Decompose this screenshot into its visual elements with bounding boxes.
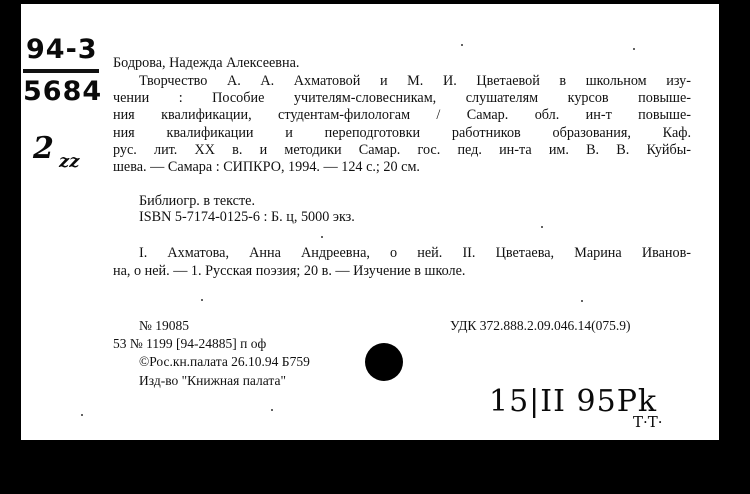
speck (81, 414, 83, 416)
punch-hole (365, 343, 403, 381)
handwritten-mark-suffix: zz (59, 151, 80, 172)
speck (201, 299, 203, 301)
title-line: ния квалификации и переподготовки работников образования, Каф. (113, 124, 691, 141)
isbn-line: ISBN 5-7174-0125-6 : Б. ц, 5000 экз. (139, 209, 355, 225)
registration-number: 53 № 1199 [94-24885] п оф (113, 336, 267, 351)
tracing-line: на, о ней. — 1. Русская поэзия; 20 в. — Изучение в школе. (113, 262, 466, 279)
subject-tracings (113, 245, 691, 280)
speck (321, 236, 323, 238)
shelf-mark: 15|II 95Pk (489, 384, 658, 419)
speck (271, 409, 273, 411)
speck (581, 300, 583, 302)
title-line: рус. лит. XX в. и методики Самар. гос. пед. ин-та им. В. В. Куйбы- (113, 141, 691, 158)
tracing-line: I. Ахматова, Анна Андреевна, о ней. II. Цветаева, Марина Иванов- (139, 245, 691, 261)
call-number-top: 94-3 (26, 34, 98, 65)
speck (633, 48, 635, 50)
handwritten-initials: T·T· (633, 413, 663, 431)
call-number-divider (23, 69, 99, 73)
call-number-bottom: 5684 (23, 76, 103, 107)
speck (461, 44, 463, 46)
publisher-line: Изд-во "Книжная палата" (139, 373, 286, 388)
author-heading: Бодрова, Надежда Алексеевна. (113, 55, 300, 71)
udk-code: УДК 372.888.2.09.046.14(075.9) (450, 318, 631, 333)
speck (541, 226, 543, 228)
title-line: Творчество А. А. Ахматовой и М. И. Цветаевой в школьном изу- (139, 73, 691, 89)
record-number: № 19085 (139, 318, 190, 333)
title-line: ния квалификации, студентам-филологам / Самар. обл. ин-т повыше- (113, 107, 691, 124)
bibliography-note: Библиогр. в тексте. (139, 193, 256, 209)
title-description (113, 73, 691, 176)
book-chamber-line: ©Рос.кн.палата 26.10.94 Б759 (139, 354, 310, 369)
handwritten-mark: 2 (33, 131, 54, 166)
title-line: чении : Пособие учителям-словесникам, слушателям курсов повыше- (113, 90, 691, 107)
catalog-card (21, 4, 719, 440)
title-line: шева. — Самара : СИПКРО, 1994. — 124 с.; 20 см. (113, 159, 420, 176)
